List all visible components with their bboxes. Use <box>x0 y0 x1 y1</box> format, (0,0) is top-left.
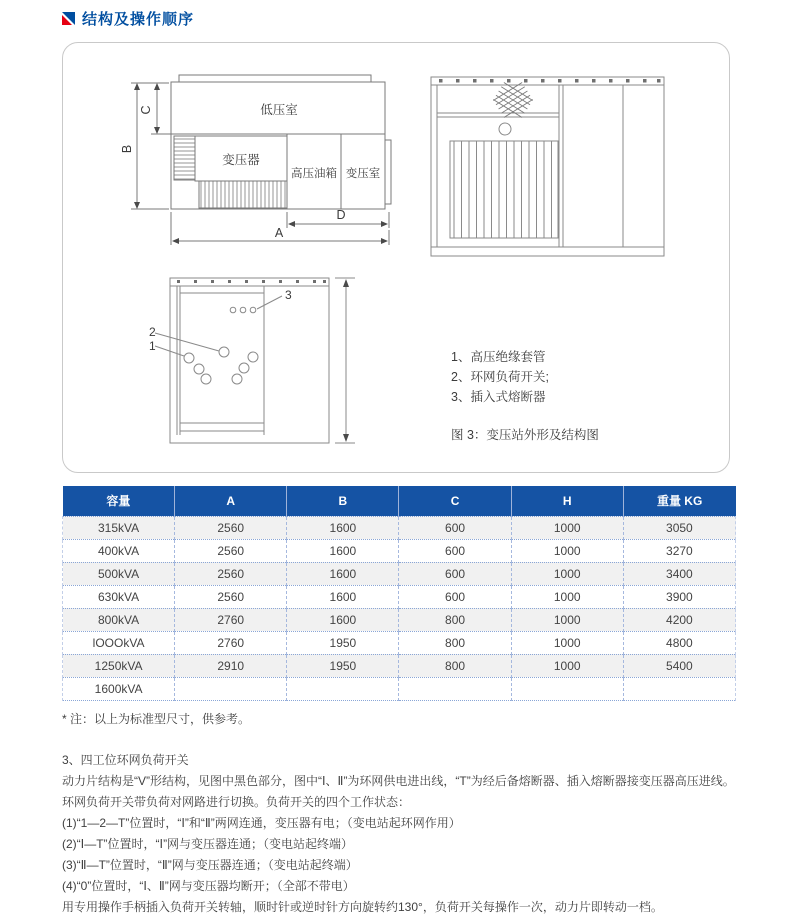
table-cell: 1000 <box>511 562 623 585</box>
table-cell: 1600 <box>287 585 399 608</box>
front-view-figure <box>421 63 671 263</box>
rear-callout-3: 3 <box>285 288 292 302</box>
table-cell: 1600kVA <box>63 677 175 700</box>
table-row <box>63 516 736 539</box>
table-cell <box>399 677 511 700</box>
table-cell: 600 <box>399 585 511 608</box>
operation-heading: 3、四工位环网负荷开关 <box>62 753 189 767</box>
table-row <box>63 608 736 631</box>
bolt-row <box>177 280 326 283</box>
table-row <box>63 539 736 562</box>
table-cell: 2560 <box>175 539 287 562</box>
operation-item-4: (4)“0”位置时，“Ⅰ、Ⅱ”网与变压器均断开；（全部不带电） <box>62 879 355 893</box>
table-cell: 500kVA <box>63 562 175 585</box>
table-cell: 800 <box>399 654 511 677</box>
table-cell: 1000 <box>511 631 623 654</box>
header-cell-capacity: 容量 <box>63 486 175 516</box>
table-header-row <box>63 486 736 516</box>
table-cell: 630kVA <box>63 585 175 608</box>
vent-mesh <box>493 83 532 118</box>
figure-caption: 图 3：变压站外形及结构图 <box>451 428 599 442</box>
plan-dim-a: A <box>274 226 284 240</box>
table-cell: 1000 <box>511 608 623 631</box>
operation-item-3: (3)“Ⅱ—T”位置时，“Ⅱ”网与变压器连通；（变电站起终端） <box>62 858 358 872</box>
plan-label-transformer-room: 变压室 <box>345 168 381 180</box>
table-cell: 800 <box>399 608 511 631</box>
spec-table <box>62 486 736 701</box>
header-cell-weight: 重量 KG <box>623 486 735 516</box>
table-cell: 2910 <box>175 654 287 677</box>
legend-item-1: 1、高压绝缘套管 <box>451 350 546 364</box>
operation-text-block <box>62 750 738 914</box>
table-cell: 1950 <box>287 631 399 654</box>
table-cell <box>287 677 399 700</box>
plan-dim-c: C <box>139 105 153 115</box>
section-marker-icon <box>62 12 75 25</box>
table-cell: 2560 <box>175 562 287 585</box>
plan-dim-b: B <box>120 144 134 154</box>
table-cell: 4200 <box>623 608 735 631</box>
operation-item-1: (1)“1—2—T”位置时，“Ⅰ”和“Ⅱ”两网连通，变压器有电；（变电站起环网作用） <box>62 816 461 830</box>
plan-label-low-voltage-room: 低压室 <box>260 103 298 117</box>
dimension-note: * 注：以上为标准型尺寸，供参考。 <box>62 712 251 726</box>
table-cell: 1950 <box>287 654 399 677</box>
plan-dim-d: D <box>336 208 346 222</box>
table-cell: 2560 <box>175 585 287 608</box>
table-cell: 400kVA <box>63 539 175 562</box>
table-cell: 3270 <box>623 539 735 562</box>
table-cell: 600 <box>399 539 511 562</box>
table-cell: 1250kVA <box>63 654 175 677</box>
table-row <box>63 585 736 608</box>
table-cell: 2760 <box>175 608 287 631</box>
header-cell-c: C <box>399 486 511 516</box>
table-cell: 4800 <box>623 631 735 654</box>
table-cell: 2560 <box>175 516 287 539</box>
table-cell: 2760 <box>175 631 287 654</box>
table-cell: 5400 <box>623 654 735 677</box>
table-cell: 3900 <box>623 585 735 608</box>
page-title: 结构及操作顺序 <box>82 11 195 28</box>
header-cell-b: B <box>287 486 399 516</box>
table-row <box>63 654 736 677</box>
table-cell: lOOOkVA <box>63 631 175 654</box>
legend-item-2: 2、环网负荷开关; <box>451 370 549 384</box>
table-cell: 1600 <box>287 516 399 539</box>
table-cell: 1600 <box>287 539 399 562</box>
table-cell: 1000 <box>511 516 623 539</box>
table-cell <box>511 677 623 700</box>
table-cell: 600 <box>399 562 511 585</box>
table-row <box>63 631 736 654</box>
table-cell: 3050 <box>623 516 735 539</box>
table-cell: 600 <box>399 516 511 539</box>
header-cell-a: A <box>175 486 287 516</box>
rear-callout-2: 2 <box>149 325 156 339</box>
header-cell-h: H <box>511 486 623 516</box>
plan-view-figure <box>119 61 419 256</box>
operation-footer: 用专用操作手柄插入负荷开关转轴，顺时针或逆时针方向旋转约130°，负荷开关每操作一次，动力片即转动一档。 <box>62 900 663 914</box>
legend-item-3: 3、插入式熔断器 <box>451 390 546 404</box>
operation-item-2: (2)“Ⅰ—T”位置时，“Ⅰ”网与变压器连通；（变电站起终端） <box>62 837 354 851</box>
table-cell: 1000 <box>511 539 623 562</box>
plan-label-hv-oil-tank: 高压油箱 <box>291 168 337 180</box>
rear-callout-1: 1 <box>149 339 156 353</box>
table-row <box>63 562 736 585</box>
table-cell <box>623 677 735 700</box>
table-cell: 1600 <box>287 608 399 631</box>
figure-panel <box>62 42 730 473</box>
rear-view-figure <box>139 264 369 459</box>
table-cell: 800 <box>399 631 511 654</box>
table-cell: 315kVA <box>63 516 175 539</box>
table-cell: 1600 <box>287 562 399 585</box>
table-cell: 1000 <box>511 585 623 608</box>
table-cell: 800kVA <box>63 608 175 631</box>
table-cell: 3400 <box>623 562 735 585</box>
operation-paragraph: 动力片结构是“V”形结构，见图中黑色部分，图中“Ⅰ、Ⅱ”为环网供电进出线，“T”为经后备熔断器、插入熔断器接变压器高压进线。环网负荷开关带负荷对网路进行切换。负荷开关的四个工作状态： <box>62 774 735 809</box>
table-cell: 1000 <box>511 654 623 677</box>
figure-legend <box>451 347 549 407</box>
table-cell <box>175 677 287 700</box>
section-header <box>62 8 194 29</box>
bolt-row <box>439 79 661 83</box>
table-row <box>63 677 736 700</box>
plan-label-transformer: 变压器 <box>222 153 260 167</box>
